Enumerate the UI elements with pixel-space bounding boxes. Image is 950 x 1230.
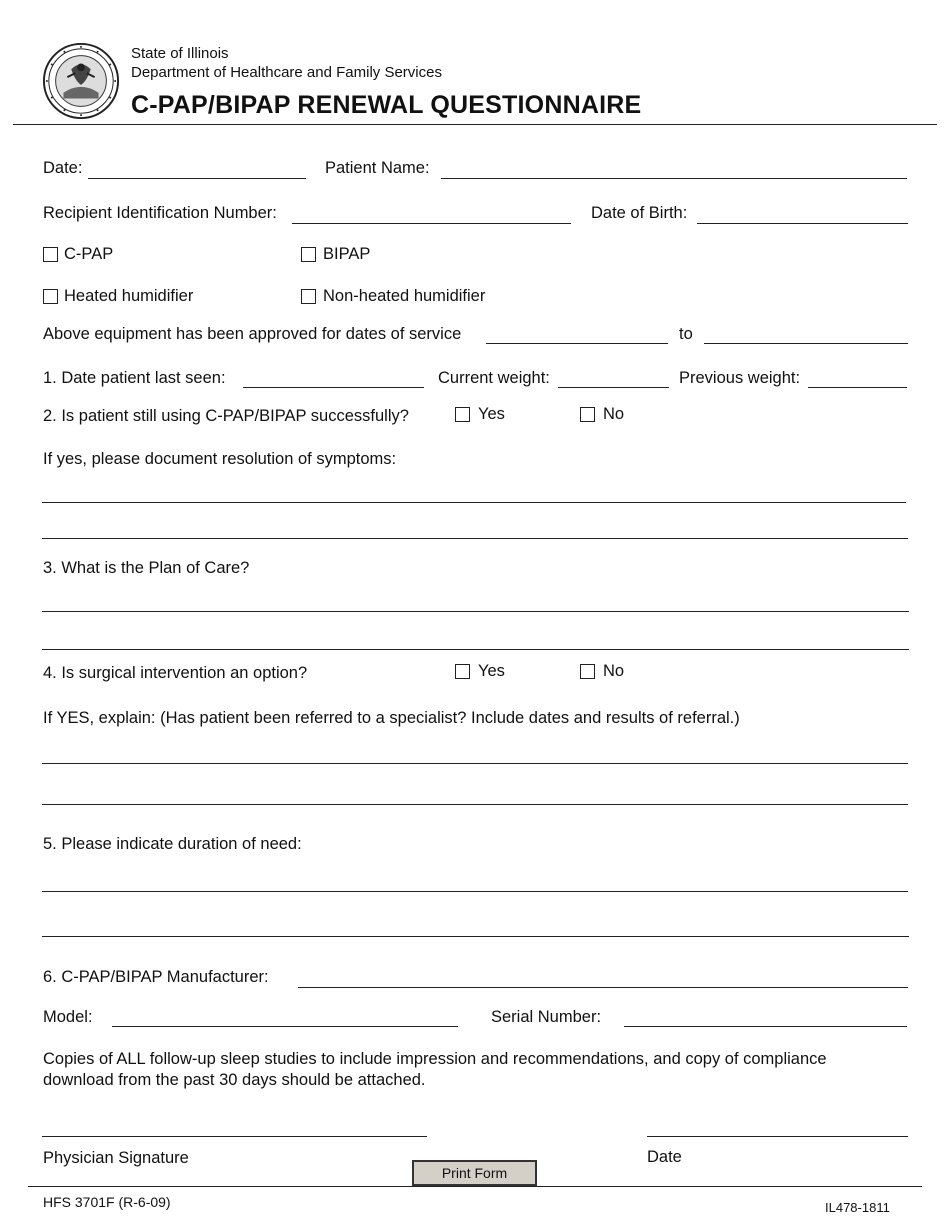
notice-line-1: Copies of ALL follow-up sleep studies to include impression and recommendations, and copy of compliance (43, 1050, 827, 1068)
q2-answer-line-2[interactable] (42, 520, 908, 539)
signature-date-field[interactable] (647, 1118, 908, 1137)
notice-line-2: download from the past 30 days should be attached. (43, 1071, 426, 1089)
physician-signature-label: Physician Signature (43, 1149, 189, 1167)
cpap-label: C-PAP (64, 245, 114, 263)
q4-answer-line-1[interactable] (42, 745, 908, 764)
manufacturer-field[interactable] (298, 969, 908, 988)
previous-weight-label: Previous weight: (679, 369, 801, 387)
q3-label: 3. What is the Plan of Care? (43, 559, 250, 577)
current-weight-field[interactable] (558, 369, 669, 388)
heated-humidifier-checkbox[interactable] (43, 289, 58, 304)
q6-label: 6. C-PAP/BIPAP Manufacturer: (43, 968, 269, 986)
model-label: Model: (43, 1008, 93, 1026)
heated-humidifier-label: Heated humidifier (64, 287, 194, 305)
page-title: C-PAP/BIPAP RENEWAL QUESTIONNAIRE (131, 91, 642, 119)
recipient-id-field[interactable] (292, 205, 571, 224)
q5-answer-line-2[interactable] (42, 918, 909, 937)
last-seen-field[interactable] (243, 369, 424, 388)
header-divider (13, 124, 937, 125)
q2-followup-label: If yes, please document resolution of symptoms: (43, 450, 397, 468)
q2-yes-label: Yes (478, 405, 505, 423)
approved-dates-label: Above equipment has been approved for dates of service (43, 325, 462, 343)
form-code: IL478-1811 (825, 1200, 890, 1215)
recipient-id-label: Recipient Identification Number: (43, 204, 277, 222)
serial-number-label: Serial Number: (491, 1008, 602, 1026)
date-label: Date: (43, 159, 83, 177)
patient-name-field[interactable] (441, 160, 907, 179)
previous-weight-field[interactable] (808, 369, 907, 388)
q2-no-checkbox[interactable] (580, 407, 595, 422)
q4-label: 4. Is surgical intervention an option? (43, 664, 308, 682)
approved-to-field[interactable] (704, 325, 908, 344)
to-label: to (679, 325, 693, 343)
date-field[interactable] (88, 160, 306, 179)
q4-followup-label: If YES, explain: (Has patient been referred to a specialist? Include dates and results of referral.) (43, 709, 740, 727)
dob-field[interactable] (697, 205, 908, 224)
q2-no-label: No (603, 405, 625, 423)
q2-answer-line-1[interactable] (42, 484, 906, 503)
print-form-button[interactable]: Print Form (412, 1160, 537, 1186)
physician-signature-field[interactable] (42, 1118, 427, 1137)
footer-divider (28, 1186, 922, 1187)
signature-date-label: Date (647, 1148, 682, 1166)
header-state: State of Illinois (131, 45, 229, 62)
header-department: Department of Healthcare and Family Services (131, 64, 442, 81)
q4-answer-line-2[interactable] (42, 786, 908, 805)
dob-label: Date of Birth: (591, 204, 688, 222)
q4-no-label: No (603, 662, 625, 680)
cpap-checkbox[interactable] (43, 247, 58, 262)
current-weight-label: Current weight: (438, 369, 550, 387)
q4-yes-label: Yes (478, 662, 505, 680)
serial-number-field[interactable] (624, 1008, 907, 1027)
nonheated-humidifier-checkbox[interactable] (301, 289, 316, 304)
q5-label: 5. Please indicate duration of need: (43, 835, 302, 853)
q4-yes-checkbox[interactable] (455, 664, 470, 679)
bipap-label: BIPAP (323, 245, 371, 263)
bipap-checkbox[interactable] (301, 247, 316, 262)
nonheated-humidifier-label: Non-heated humidifier (323, 287, 486, 305)
approved-from-field[interactable] (486, 325, 668, 344)
model-field[interactable] (112, 1008, 458, 1027)
patient-name-label: Patient Name: (325, 159, 430, 177)
q3-answer-line-1[interactable] (42, 593, 909, 612)
q5-answer-line-1[interactable] (42, 873, 908, 892)
q4-no-checkbox[interactable] (580, 664, 595, 679)
q3-answer-line-2[interactable] (42, 631, 909, 650)
q1-label: 1. Date patient last seen: (43, 369, 226, 387)
q2-label: 2. Is patient still using C-PAP/BIPAP successfully? (43, 407, 409, 425)
q2-yes-checkbox[interactable] (455, 407, 470, 422)
form-number: HFS 3701F (R-6-09) (43, 1194, 171, 1210)
state-seal-logo (42, 42, 120, 120)
